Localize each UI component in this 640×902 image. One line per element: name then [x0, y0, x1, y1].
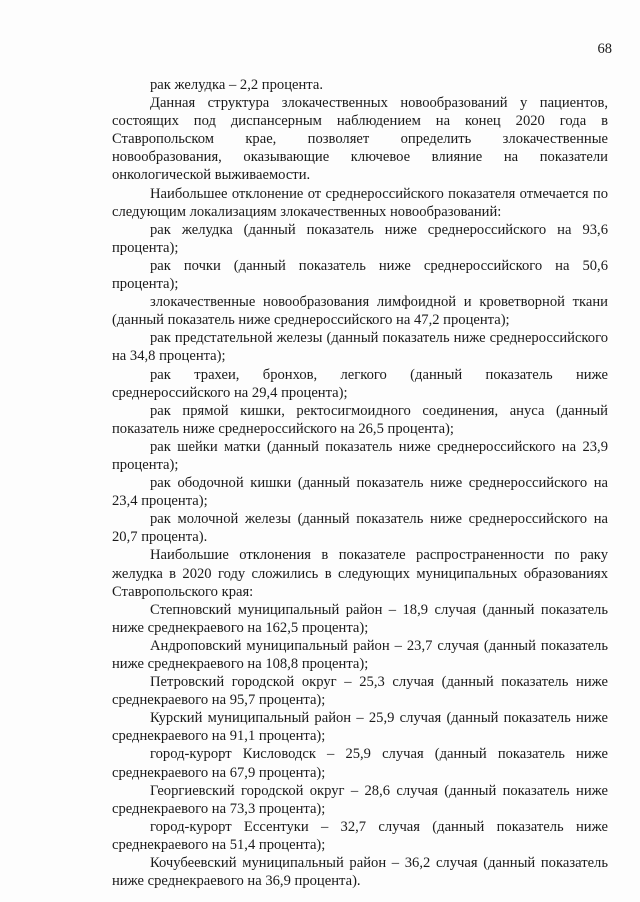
- body-text: [112, 76, 608, 890]
- paragraph: Наибольшее отклонение от среднероссийского показателя отмечается по следующим локализациям злокачественных новообразований:: [112, 185, 608, 220]
- list-item: Андроповский муниципальный район – 23,7 случая (данный показатель ниже среднекраевого на 108,8 процента);: [112, 637, 608, 672]
- list-item: рак шейки матки (данный показатель ниже среднероссийского на 23,9 процента);: [112, 438, 608, 473]
- list-item: Степновский муниципальный район – 18,9 случая (данный показатель ниже среднекраевого на 162,5 процента);: [112, 601, 608, 636]
- list-item: рак прямой кишки, ректосигмоидного соединения, ануса (данный показатель ниже среднероссийского на 26,5 процента);: [112, 402, 608, 437]
- list-item: Георгиевский городской округ – 28,6 случая (данный показатель ниже среднекраевого на 73,3 процента);: [112, 782, 608, 817]
- list-item: рак предстательной железы (данный показатель ниже среднероссийского на 34,8 процента);: [112, 330, 608, 365]
- list-item: Кочубеевский муниципальный район – 36,2 случая (данный показатель ниже среднекраевого на 36,9 процента).: [112, 855, 608, 890]
- paragraph: рак желудка – 2,2 процента.: [150, 77, 323, 93]
- list-item: рак молочной железы (данный показатель ниже среднероссийского на 20,7 процента).: [112, 511, 608, 546]
- list-item: рак ободочной кишки (данный показатель ниже среднероссийского на 23,4 процента);: [112, 475, 608, 510]
- list-item: злокачественные новообразования лимфоидной и кроветворной ткани (данный показатель ниже среднероссийского на 47,2 процента);: [112, 294, 608, 329]
- paragraph: Данная структура злокачественных новообразований у пациентов, состоящих под диспансерным наблюдением на конец 2020 года в Ставропольском крае, позволяет определить злокачественные новообразования, оказывающие ключевое влияние на показатели онкологической выживаемости.: [112, 95, 608, 184]
- list-item: рак почки (данный показатель ниже среднероссийского на 50,6 процента);: [112, 257, 608, 293]
- list-item: город-курорт Ессентуки – 32,7 случая (данный показатель ниже среднекраевого на 51,4 процента);: [112, 818, 608, 853]
- list-item: город-курорт Кисловодск – 25,9 случая (данный показатель ниже среднекраевого на 67,9 процента);: [112, 746, 608, 781]
- paragraph: Наибольшие отклонения в показателе распространенности по раку желудка в 2020 году сложились в следующих муниципальных образованиях Ставропольского края:: [112, 547, 608, 600]
- list-item: Петровский городской округ – 25,3 случая (данный показатель ниже среднекраевого на 95,7 процента);: [112, 674, 608, 709]
- page-number: 68: [597, 41, 612, 57]
- list-item: рак трахеи, бронхов, легкого (данный показатель ниже среднероссийского на 29,4 процента);: [112, 366, 608, 401]
- list-item: Курский муниципальный район – 25,9 случая (данный показатель ниже среднекраевого на 91,1 процента);: [112, 710, 608, 745]
- list-item: рак желудка (данный показатель ниже среднероссийского на 93,6 процента);: [112, 221, 608, 256]
